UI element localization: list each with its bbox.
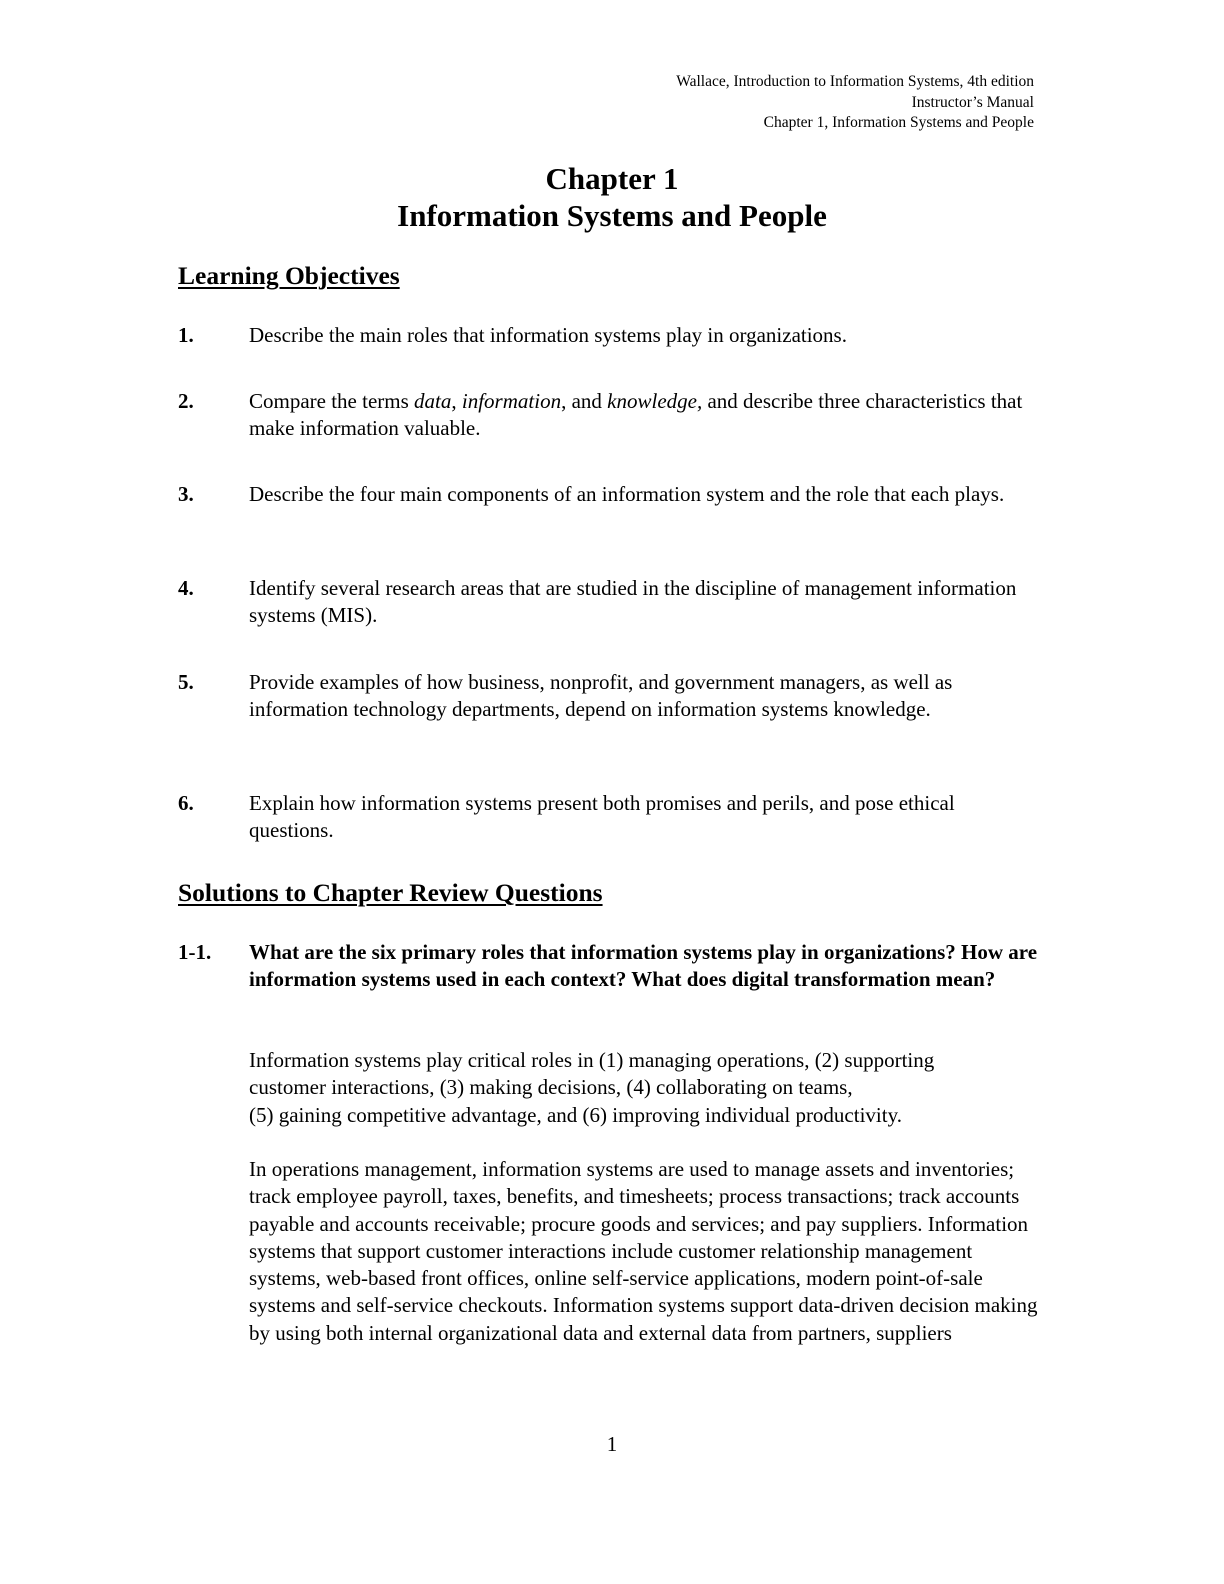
- objective-number: 3.: [178, 482, 194, 506]
- objective-item: [178, 322, 1048, 349]
- chapter-title: [0, 160, 1224, 234]
- objective-text: Identify several research areas that are studied in the discipline of management information systems (MIS).: [249, 576, 1017, 627]
- header-manual: Instructor’s Manual: [911, 93, 1034, 111]
- objective-item: [178, 481, 1048, 508]
- chapter-name: Information Systems and People: [397, 198, 827, 233]
- objective-text: Explain how information systems present both promises and perils, and pose ethical questions.: [249, 791, 955, 842]
- page-number: 1: [606, 1432, 618, 1456]
- objective-item: [178, 669, 1048, 723]
- objective-item: [178, 388, 1048, 442]
- term-data: data: [414, 389, 452, 413]
- objective-number: 2.: [178, 389, 194, 413]
- term-knowledge: knowledge,: [607, 389, 703, 413]
- running-header: [676, 72, 1034, 134]
- question-number: 1-1.: [178, 940, 212, 964]
- review-question: [178, 939, 1048, 993]
- answer-paragraph-2: In operations management, information systems are used to manage assets and inventories; track employee payroll, taxes, benefits, and timesheets; process transactions; track accounts payable and accounts receivable; procure goods and services; and pay suppliers. Information systems that support customer interactions include customer relationship management systems, web-based front offices, online self-service applications, modern point-of-sale systems and self-service checkouts. Information systems support data-driven decision making by using both internal organizational data and external data from partners, suppliers: [249, 1157, 1038, 1345]
- objective-number: 5.: [178, 670, 194, 694]
- objective-number: 4.: [178, 576, 194, 600]
- learning-objectives-heading: Learning Objectives: [178, 261, 400, 290]
- objective-number: 6.: [178, 791, 194, 815]
- header-book-title: Wallace, Introduction to Information Systems, 4th edition: [676, 73, 1034, 90]
- objective-text: Compare the terms data, information, and knowledge, and describe three characteristics that make information valuable.: [249, 389, 1023, 440]
- question-text: What are the six primary roles that information systems play in organizations? How are information systems used in each context? What does digital transformation mean?: [249, 940, 1038, 991]
- objective-item: [178, 790, 1048, 844]
- term-information: information: [461, 389, 562, 413]
- objective-number: 1.: [178, 323, 194, 347]
- objective-item: [178, 575, 1048, 629]
- review-solutions-heading: Solutions to Chapter Review Questions: [178, 878, 603, 907]
- answer-paragraph-1: Information systems play critical roles in (1) managing operations, (2) supporting customer interactions, (3) making decisions, (4) collaborating on teams, (5) gaining competitive advantage, and (6) improving individual productivity.: [249, 1048, 935, 1127]
- objective-text: Describe the four main components of an information system and the role that each plays.: [249, 482, 1005, 506]
- chapter-number: Chapter 1: [545, 161, 679, 196]
- header-chapter: Chapter 1, Information Systems and People: [763, 114, 1034, 131]
- objective-text: Describe the main roles that information systems play in organizations.: [249, 323, 847, 347]
- objective-text: Provide examples of how business, nonprofit, and government managers, as well as information technology departments, depend on information systems knowledge.: [249, 670, 953, 721]
